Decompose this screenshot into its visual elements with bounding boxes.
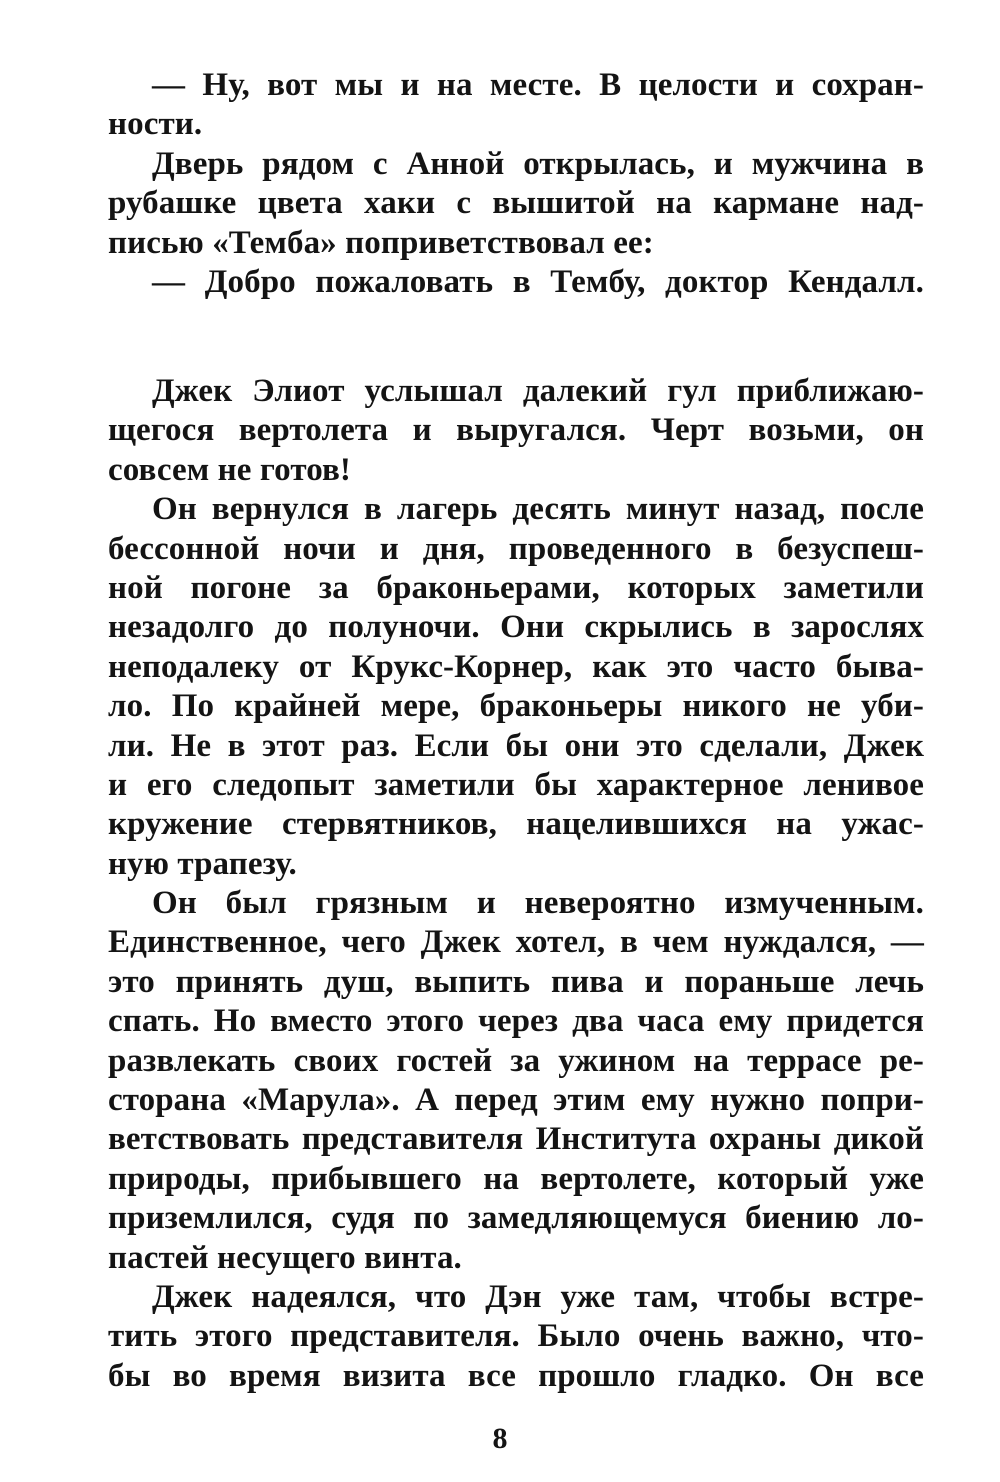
- text-section-2: [108, 372, 924, 1396]
- text-line: ло. По крайней мере, браконьеры никого не уби-: [108, 688, 924, 725]
- text-line: ветствовать представителя Института охраны дикой: [108, 1121, 924, 1158]
- text-line: рубашке цвета хаки с вышитой на кармане над-: [108, 185, 924, 222]
- text-line: ную трапезу.: [108, 845, 297, 882]
- text-line: Джек надеялся, что Дэн уже там, чтобы встре-: [152, 1278, 924, 1315]
- text-line: ности.: [108, 106, 203, 143]
- text-line: Он вернулся в лагерь десять минут назад, после: [152, 491, 924, 528]
- text-line: — Добро пожаловать в Тембу, доктор Кендалл.: [152, 263, 924, 300]
- text-line: это принять душ, выпить пива и пораньше лечь: [108, 963, 924, 1000]
- text-line: тить этого представителя. Было очень важно, что-: [108, 1318, 924, 1355]
- text-line: писью «Темба» поприветствовал ее:: [108, 224, 654, 261]
- text-line: ли. Не в этот раз. Если бы они это сделали, Джек: [108, 727, 924, 764]
- text-line: ной погоне за браконьерами, которых заметили: [108, 569, 924, 606]
- page-number: 8: [492, 1422, 508, 1455]
- text-line: пастей несущего винта.: [108, 1239, 462, 1276]
- text-line: — Ну, вот мы и на месте. В целости и сохран-: [152, 67, 924, 103]
- text-line: бессонной ночи и дня, проведенного в безуспеш-: [108, 530, 924, 567]
- text-line: бы во время визита все прошло гладко. Он все: [108, 1357, 924, 1394]
- text-line: и его следопыт заметили бы характерное ленивое: [108, 766, 924, 803]
- text-line: незадолго до полуночи. Они скрылись в зарослях: [108, 609, 924, 646]
- text-line: Единственное, чего Джек хотел, в чем нуждался, —: [108, 924, 924, 961]
- text-line: природы, прибывшего на вертолете, который уже: [108, 1160, 924, 1197]
- text-line: неподалеку от Крукс-Корнер, как это часто быва-: [108, 648, 924, 685]
- text-line: кружение стервятников, нацелившихся на ужас-: [108, 806, 924, 843]
- text-line: совсем не готов!: [108, 451, 351, 488]
- text-line: приземлился, судя по замедляющемуся биению ло-: [108, 1200, 924, 1237]
- text-line: Дверь рядом с Анной открылась, и мужчина в: [152, 145, 924, 182]
- text-line: развлекать своих гостей за ужином на террасе ре-: [108, 1042, 924, 1079]
- text-line: спать. Но вместо этого через два часа ему придется: [108, 1003, 924, 1040]
- text-line: Джек Элиот услышал далекий гул приближаю-: [152, 373, 924, 409]
- text-line: сторана «Марула». А перед этим ему нужно попри-: [108, 1082, 924, 1119]
- text-line: щегося вертолета и выругался. Черт возьми, он: [108, 412, 924, 449]
- text-section-1: [108, 66, 924, 302]
- text-line: Он был грязным и невероятно измученным.: [152, 885, 924, 922]
